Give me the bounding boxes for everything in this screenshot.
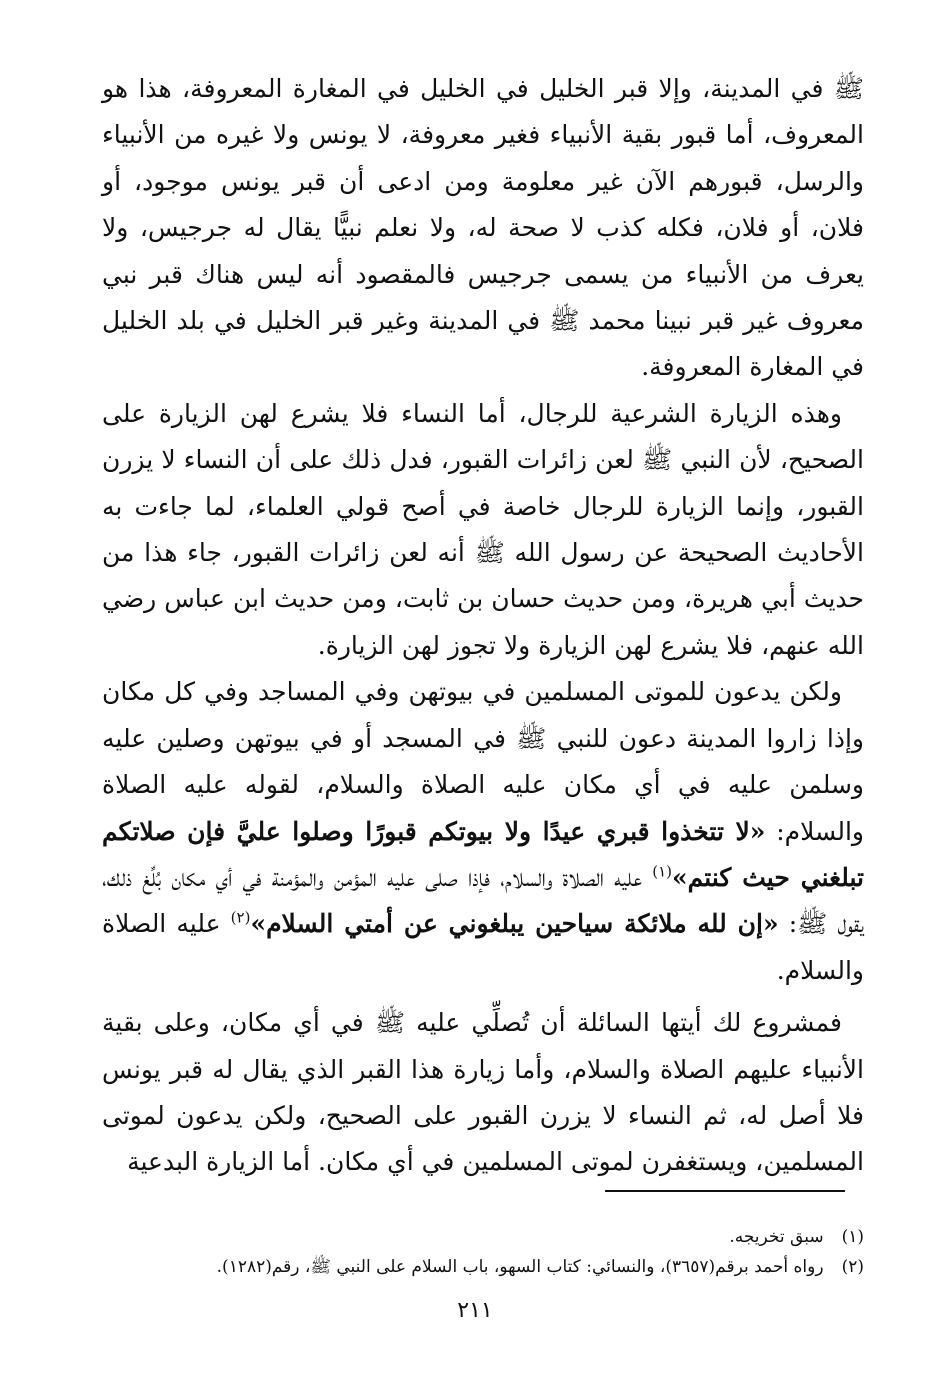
paragraph-2: وهذه الزيارة الشرعية للرجال، أما النساء فلا يشرع لهن الزيارة على الصحيح، لأن النبي ﷺ لعن زائرات القبور، فدل ذلك على أن النساء لا يزرن القبور، وإنما الزيارة للرجال خاصة في أصح قولي العلماء، لما جاءت به الأحاديث الصحيحة عن رسول الله ﷺ أنه لعن زائرات القبور، جاء هذا من حديث أبي هريرة، ومن حديث حسان بن ثابت، ومن حديث ابن عباس رضي الله عنهم، فلا يشرع لهن الزيارة ولا تجوز لهن الزيارة.	[102, 398, 864, 660]
footnotes	[102, 1222, 864, 1282]
footnote-text: رواه أحمد برقم(٣٦٥٧)، والنسائي: كتاب السهو، باب السلام على النبي ﷺ، رقم(١٢٨٢).	[216, 1257, 824, 1277]
hadith-quote-1: «لا تتخذوا قبري عيدًا ولا بيوتكم قبورًا وصلوا عليَّ فإن صلاتكم تبلغني حيث كنتم»	[102, 816, 864, 892]
page-body	[102, 66, 864, 1186]
footnote-1	[102, 1222, 864, 1252]
footnote-ref-1[interactable]: (١)	[652, 862, 673, 881]
paragraph-3-end: عليه الصلاة والسلام.	[102, 909, 864, 985]
footnote-text: سبق تخريجه.	[729, 1227, 824, 1247]
footnote-2	[102, 1252, 864, 1282]
footnote-ref-2[interactable]: (٢)	[230, 908, 251, 927]
page-number: ٢١١	[457, 1298, 493, 1323]
paragraph-3-intro: ولكن يدعون للموتى المسلمين في بيوتهن وفي المساجد وفي كل مكان وإذا زاروا المدينة دعون للنبي ﷺ في المسجد أو في بيوتهن وصلين عليه وسلمن عليه في أي مكان عليه الصلاة والسلام، لقوله عليه الصلاة والسلام:	[102, 677, 864, 846]
footnote-divider	[605, 1190, 845, 1192]
footnote-number: (١)	[841, 1227, 864, 1247]
paragraph-4: فمشروع لك أيتها السائلة أن تُصلِّي عليه ﷺ في أي مكان، وعلى بقية الأنبياء عليهم الصلاة والسلام، وأما زيارة هذا القبر الذي يقال له قبر يونس فلا أصل له، ثم النساء لا يزرن القبور على الصحيح، ولكن يدعون لموتى المسلمين، ويستغفرن لموتى المسلمين في أي مكان. أما الزيارة البدعية	[102, 1008, 864, 1177]
paragraph-3	[102, 669, 864, 994]
paragraph-1: ﷺ في المدينة، وإلا قبر الخليل في الخليل في المغارة المعروفة، هذا هو المعروف، أما قبور بقية الأنبياء فغير معروفة، لا يونس ولا غيره من الأنبياء والرسل، قبورهم الآن غير معلومة ومن ادعى أن قبر يونس موجود، أو فلان، أو فلان، فكله كذب لا صحة له، ولا نعلم نبيًّا يقال له جرجيس، ولا يعرف من الأنبياء من يسمى جرجيس فالمقصود أنه ليس هناك قبر نبي معروف غير قبر نبينا محمد ﷺ في المدينة وغير قبر الخليل في بلد الخليل في المغارة المعروفة.	[102, 74, 864, 382]
footnote-number: (٢)	[841, 1257, 864, 1277]
hadith-quote-2: «إن لله ملائكة سياحين يبلغوني عن أمتي السلام»	[250, 909, 779, 939]
paragraph-3-middle: عليه الصلاة والسلام، فإذا صلى عليه المؤمن والمؤمنة في أي مكان بُلِّغ ذلك، يقول ﷺ:	[102, 862, 864, 939]
